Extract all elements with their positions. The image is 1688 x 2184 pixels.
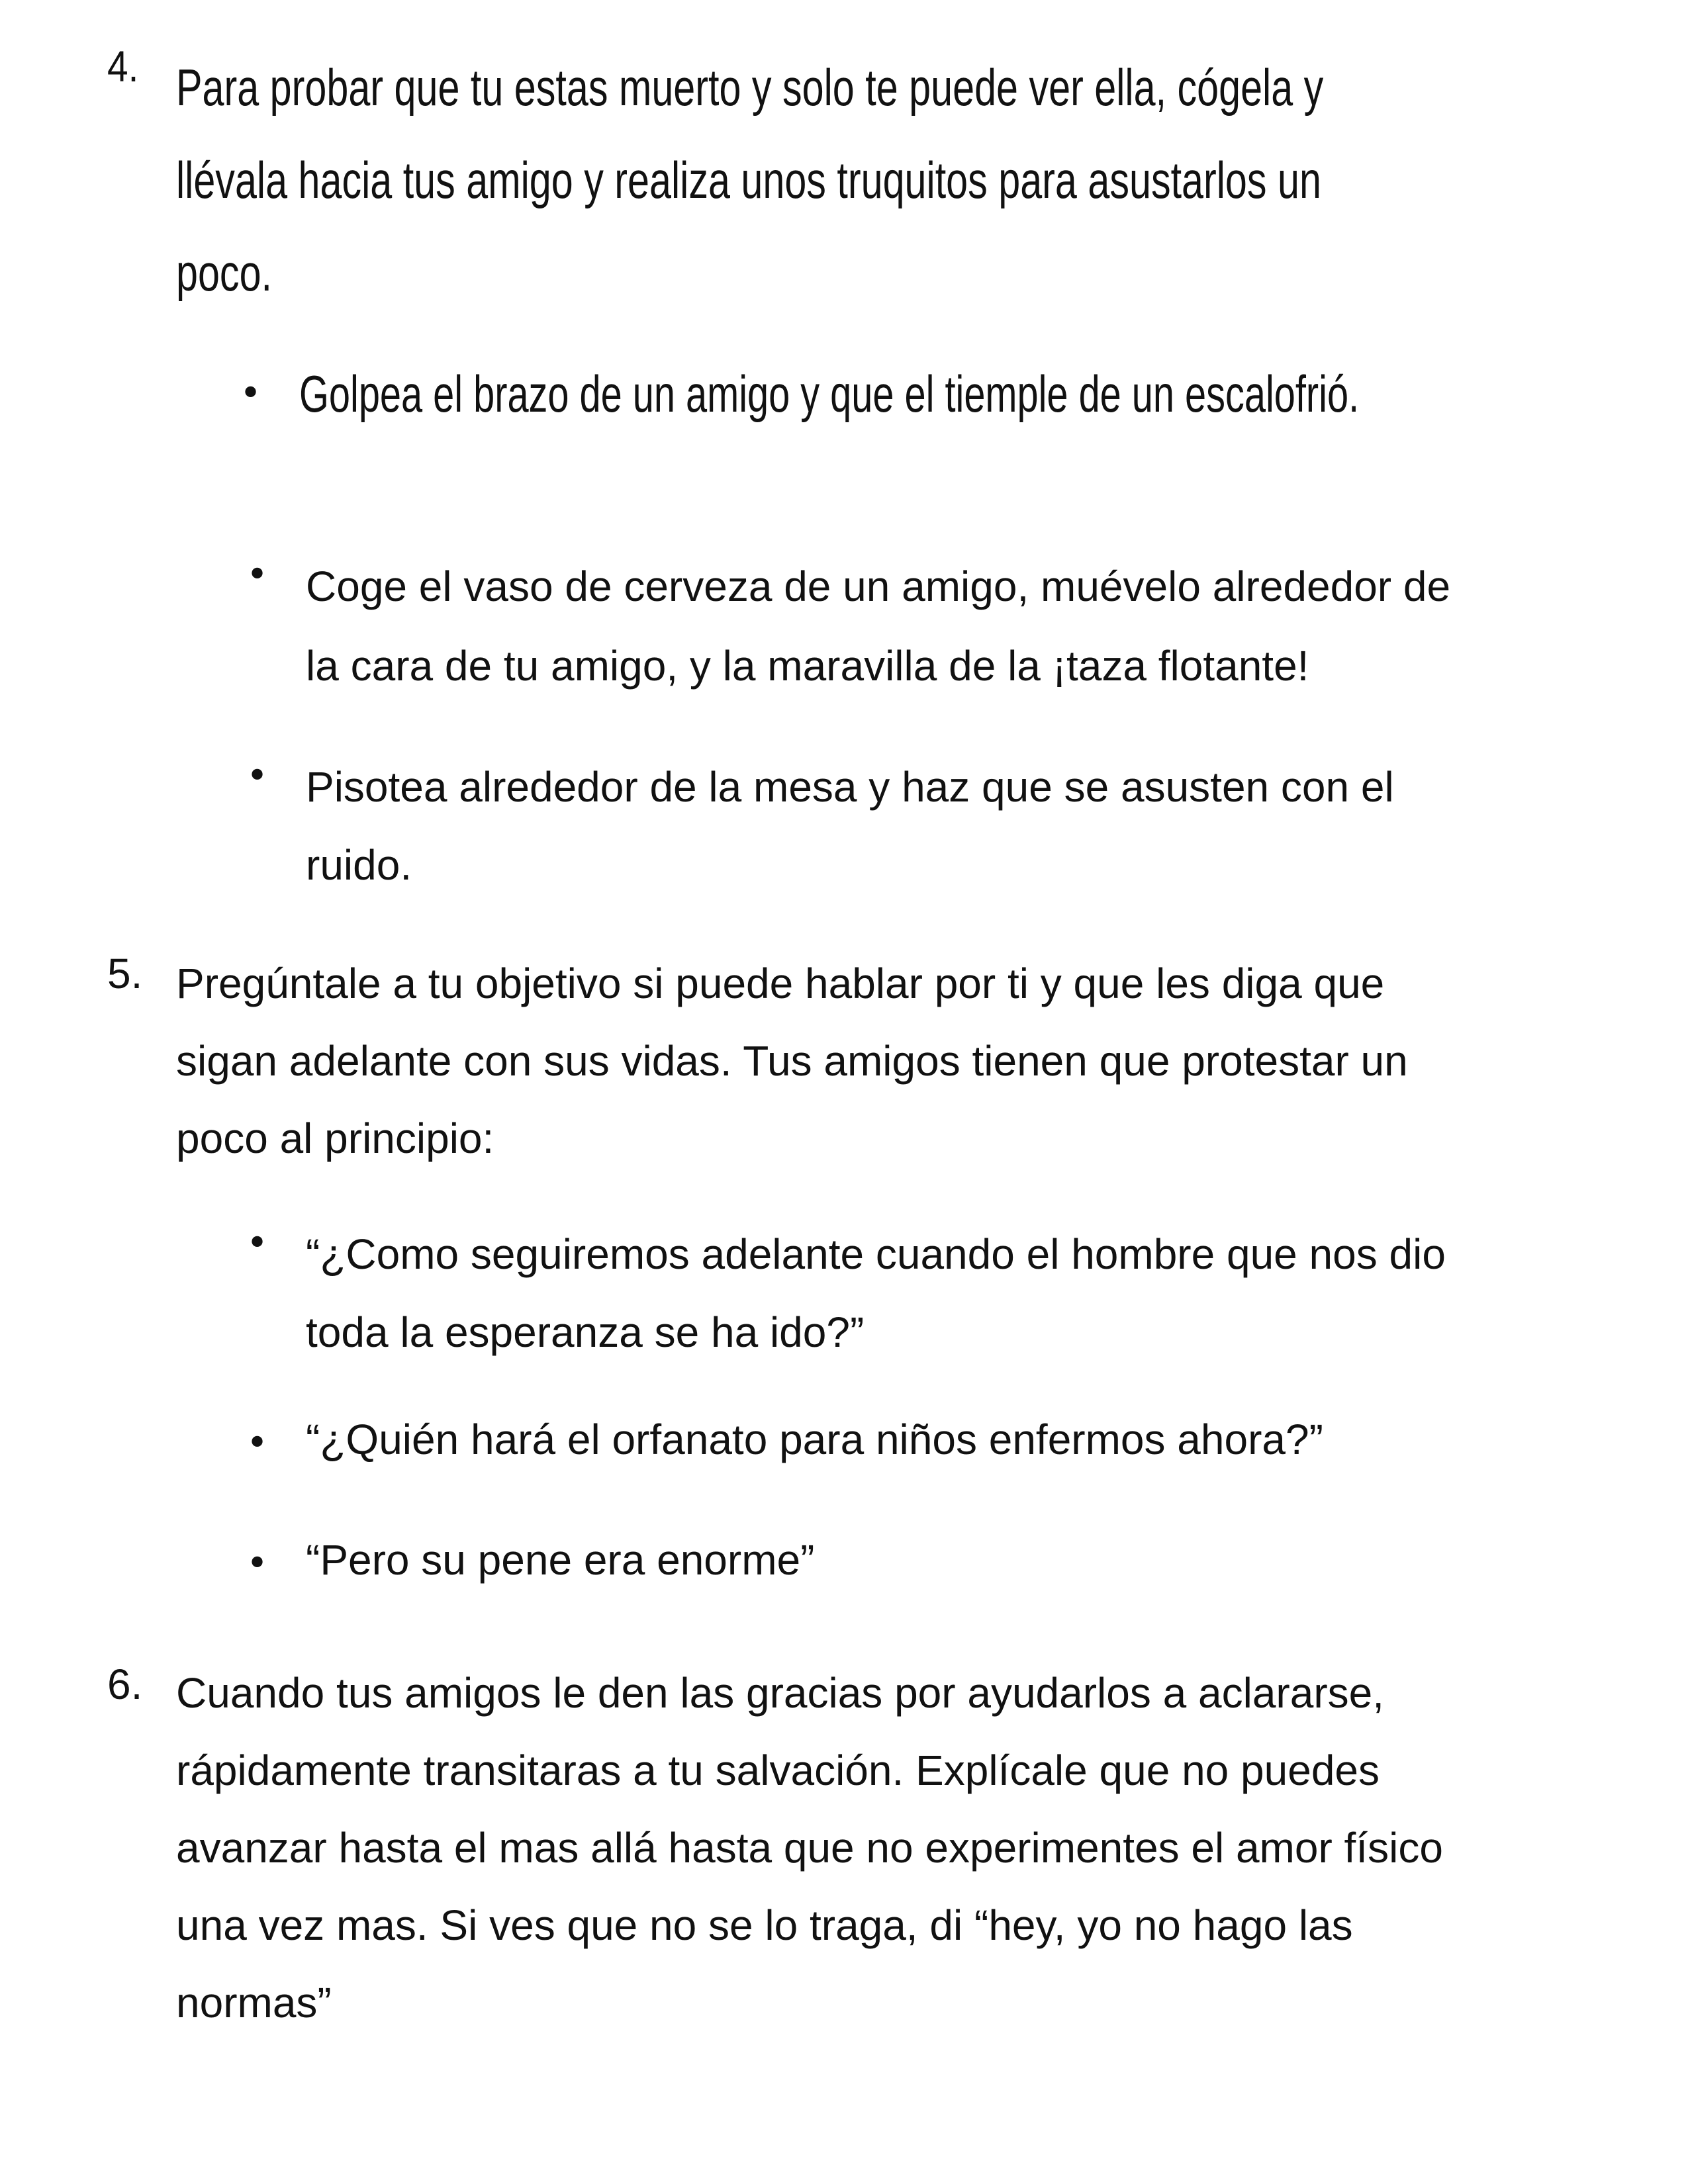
text-line: poco al principio: xyxy=(176,1115,494,1162)
bullet-item-text xyxy=(306,1415,1323,1464)
list-item-5-text xyxy=(176,945,1619,1177)
text-line: sigan adelante con sus vidas. Tus amigos tienen que protestar un xyxy=(176,1037,1408,1085)
bullet-item-text xyxy=(299,364,1359,424)
text-line: “Pero su pene era enorme” xyxy=(306,1536,815,1584)
bullet-item-text xyxy=(306,748,1617,904)
text-line: llévala hacia tus amigo y realiza unos truquitos para asustarlos un xyxy=(176,151,1321,209)
text-line: normas” xyxy=(176,1979,332,2026)
text-line: Pregúntale a tu objetivo si puede hablar por ti y que les diga que xyxy=(176,960,1385,1007)
bullet-icon: • xyxy=(246,1222,269,1265)
bullet-item-text xyxy=(306,547,1617,705)
list-item-6-text xyxy=(176,1655,1619,2042)
text-line: toda la esperanza se ha ido?” xyxy=(306,1308,865,1356)
text-line: Para probar que tu estas muerto y solo te puede ver ella, cógela y xyxy=(176,58,1324,116)
bullet-icon: • xyxy=(246,1542,269,1585)
text-line: Golpea el brazo de un amigo y que el tiemple de un escalofrió. xyxy=(299,365,1360,423)
bullet-item-text xyxy=(306,1535,814,1584)
list-item-4-text xyxy=(176,41,1324,319)
list-number-5: 5. xyxy=(107,950,143,997)
bullet-icon: • xyxy=(246,1422,269,1465)
bullet-icon: • xyxy=(240,372,262,415)
bullet-item-text xyxy=(306,1215,1617,1371)
text-line: avanzar hasta el mas allá hasta que no experimentes el amor físico xyxy=(176,1824,1443,1872)
text-line: poco. xyxy=(176,244,273,302)
text-line: la cara de tu amigo, y la maravilla de la ¡taza flotante! xyxy=(306,642,1309,690)
text-line: Pisotea alrededor de la mesa y haz que se asusten con el xyxy=(306,763,1394,811)
text-line: “¿Quién hará el orfanato para niños enfermos ahora?” xyxy=(306,1416,1323,1463)
text-line: ruido. xyxy=(306,841,412,889)
text-line: “¿Como seguiremos adelante cuando el hombre que nos dio xyxy=(306,1230,1446,1278)
list-number-4: 4. xyxy=(107,42,139,91)
text-line: rápidamente transitaras a tu salvación. Explícale que no puedes xyxy=(176,1747,1380,1794)
bullet-icon: • xyxy=(246,553,269,596)
text-line: una vez mas. Si ves que no se lo traga, di “hey, yo no hago las xyxy=(176,1901,1353,1949)
list-number-6: 6. xyxy=(107,1661,143,1708)
text-line: Cuando tus amigos le den las gracias por ayudarlos a aclararse, xyxy=(176,1669,1384,1717)
bullet-icon: • xyxy=(246,754,269,797)
text-line: Coge el vaso de cerveza de un amigo, muévelo alrededor de xyxy=(306,563,1451,610)
